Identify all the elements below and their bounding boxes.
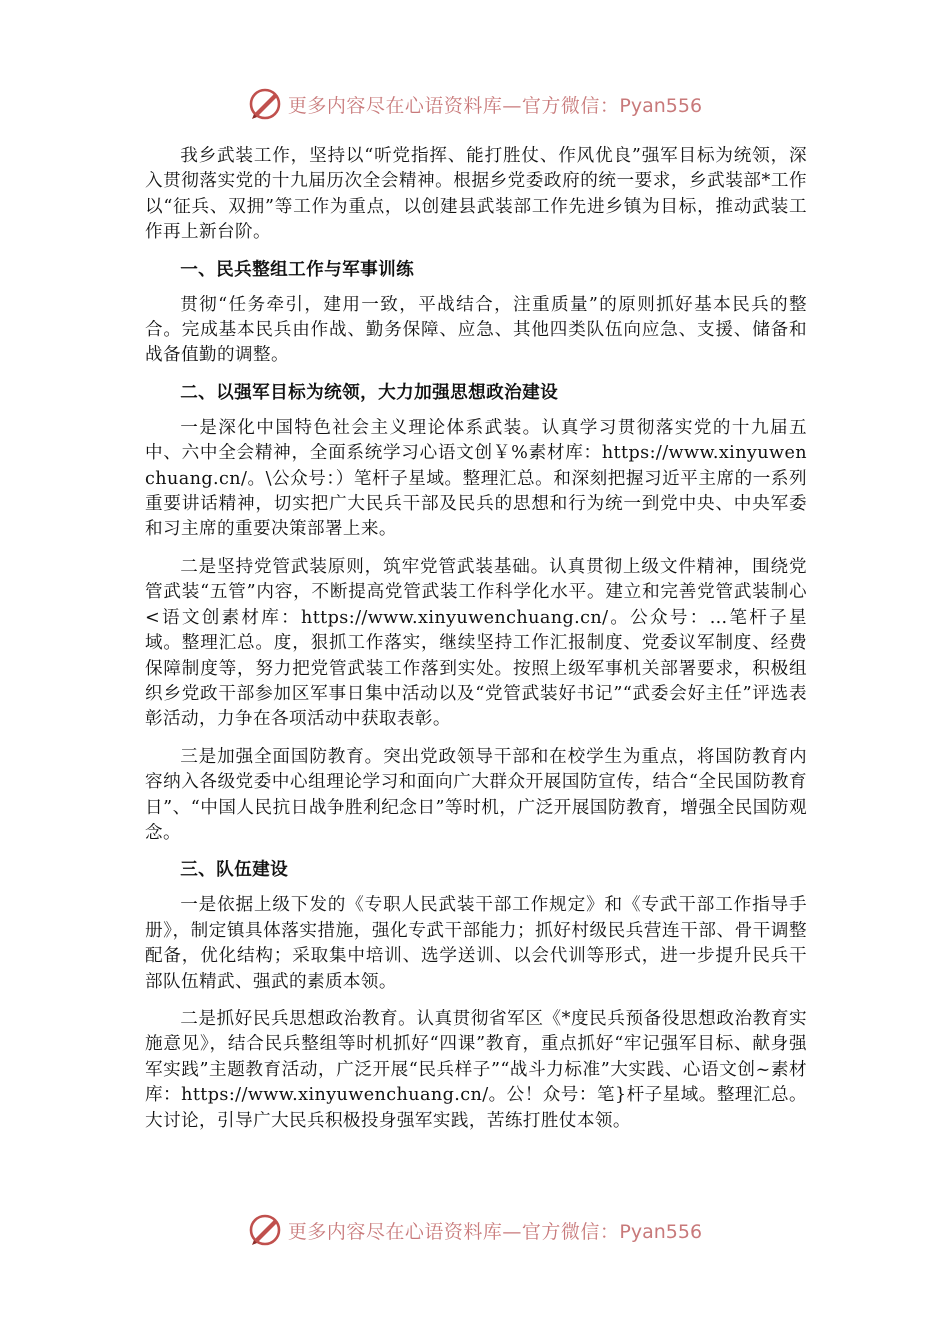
- intro-paragraph: 我乡武装工作，坚持以“听党指挥、能打胜仗、作风优良”强军目标为统领，深入贯彻落实党的十九届历次全会精神。根据乡党委政府的统一要求，乡武装部*工作以“征兵、双拥”等工作为重点，以创建县武装部工作先进乡镇为目标，推动武装工作再上新台阶。: [145, 146, 807, 243]
- section-2-paragraph-3: 三是加强全面国防教育。突出党政领导干部和在校学生为重点，将国防教育内容纳入各级党委中心组理论学习和面向广大群众开展国防宣传，结合“全民国防教育日”、“中国人民抗日战争胜利纪念日”等时机，广泛开展国防教育，增强全民国防观念。: [145, 746, 807, 843]
- pen-logo-icon: [248, 87, 282, 121]
- section-1-paragraph-1: 贯彻“任务牵引，建用一致，平战结合，注重质量”的原则抓好基本民兵的整合。完成基本民兵由作战、勤务保障、应急、其他四类队伍向应急、支援、储备和战备值勤的调整。: [145, 294, 807, 366]
- section-2-paragraph-2: 二是坚持党管武装原则，筑牢党管武装基础。认真贯彻上级文件精神，围绕党管武装“五管”内容，不断提高党管武装工作科学化水平。建立和完善党管武装制心<语文创素材库：https://www.xinyuwenchuang.cn/。公众号：…笔杆子星域。整理汇总。度，狠抓工作落实，继续坚持工作汇报制度、党委议军制度、经费保障制度等，努力把党管武装工作落到实处。按照上级军事机关部署要求，积极组织乡党政干部参加区军事日集中活动以及“党管武装好书记”“武委会好主任”评选表彰活动，力争在各项活动中获取表彰。: [145, 556, 807, 730]
- section-3-paragraph-1: 一是依据上级下发的《专职人民武装干部工作规定》和《专武干部工作指导手册》，制定镇具体落实措施，强化专武干部能力；抓好村级民兵营连干部、骨干调整配备，优化结构；采取集中培训、选学送训、以会代训等形式，进一步提升民兵干部队伍精武、强武的素质本领。: [145, 895, 807, 992]
- section-3-paragraph-2: 二是抓好民兵思想政治教育。认真贯彻省军区《*度民兵预备役思想政治教育实施意见》，结合民兵整组等时机抓好“四课”教育，重点抓好“牢记强军目标、献身强军实践”主题教育活动，广泛开展“民兵样子”“战斗力标准”大实践、心语文创~素材库：https://www.xinyuwenchuang.cn/。公！众号：笔}杆子星域。整理汇总。大讨论，引导广大民兵积极投身强军实践，苦练打胜仗本领。: [145, 1008, 807, 1131]
- wechat-id: Pyan556: [619, 1220, 703, 1243]
- banner-text: 更多内容尽在心语资料库—官方微信：Pyan556: [287, 94, 703, 117]
- wechat-id: Pyan556: [619, 94, 703, 117]
- section-2-paragraph-1: 一是深化中国特色社会主义理论体系武装。认真学习贯彻落实党的十九届五中、六中全会精神，全面系统学习心语文创￥%素材库：https://www.xinyuwenchuang.cn/。\公众号：）笔杆子星域。整理汇总。和深刻把握习近平主席的一系列重要讲话精神，切实把广大民兵干部及民兵的思想和行为统一到党中央、中央军委和习主席的重要决策部署上来。: [145, 417, 807, 540]
- section-heading-2: 二、以强军目标为统领，大力加强思想政治建设: [180, 382, 559, 403]
- document-body: [145, 144, 807, 1146]
- banner-text: 更多内容尽在心语资料库—官方微信：Pyan556: [287, 1220, 703, 1243]
- section-heading-1: 一、民兵整组工作与军事训练: [180, 259, 415, 280]
- footer-banner: [0, 1210, 950, 1250]
- header-banner: [0, 84, 950, 124]
- pen-logo-icon: [248, 1213, 282, 1247]
- section-heading-3: 三、队伍建设: [180, 860, 289, 881]
